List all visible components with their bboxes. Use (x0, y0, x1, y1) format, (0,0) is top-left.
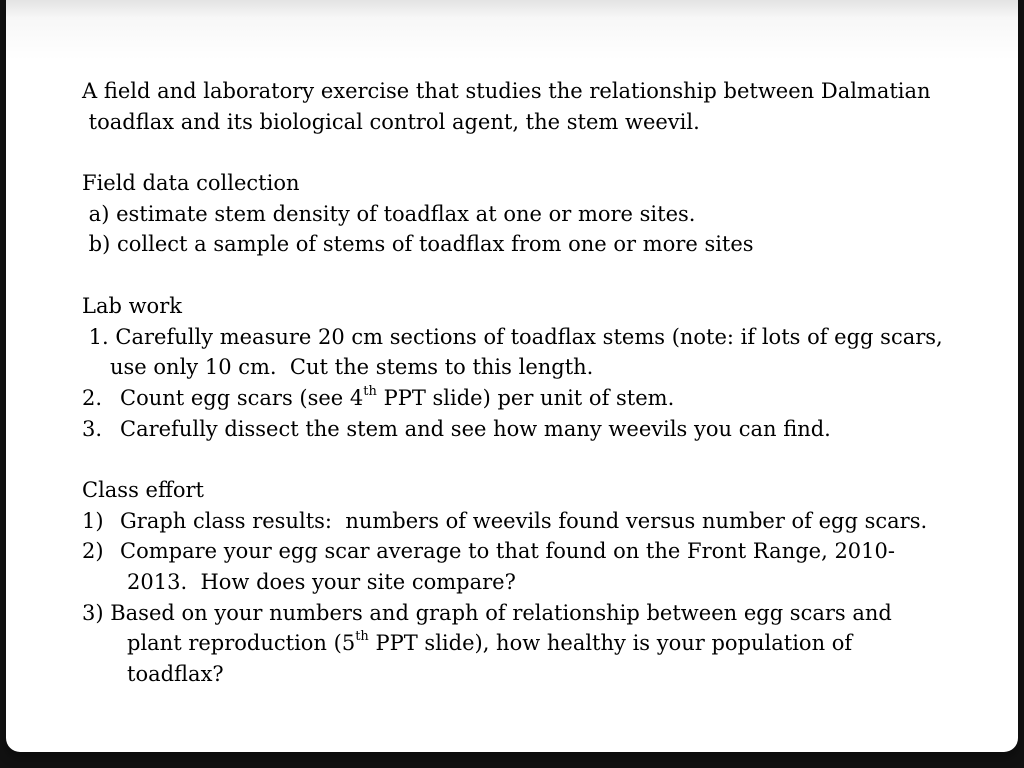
class-item-3-line-2 (82, 628, 982, 659)
lab-item-2-text-pre: Count egg scars (see 4 (120, 385, 364, 410)
class-item-3-superscript: th (355, 629, 369, 645)
intro-line-1: A field and laboratory exercise that studies the relationship between Dalmatian (82, 79, 931, 103)
class-item-1-text: Graph class results: numbers of weevils found versus number of egg scars. (120, 508, 928, 533)
class-item-2 (82, 536, 982, 567)
intro-line-2: toadflax and its biological control agent, the stem weevil. (82, 109, 700, 134)
field-item-b: b) collect a sample of stems of toadflax from one or more sites (82, 232, 754, 257)
spacer (82, 444, 982, 475)
lab-item-2-number: 2. (82, 385, 103, 410)
class-item-3-text-post: PPT slide), how healthy is your population of (368, 631, 853, 656)
lab-item-1-line-1: 1. Carefully measure 20 cm sections of toadflax stems (note: if lots of egg scars, (82, 324, 943, 349)
spacer (82, 260, 982, 291)
class-item-1-number: 1) (82, 508, 104, 533)
class-item-3-text-pre: plant reproduction (5 (127, 631, 356, 656)
spacer (82, 137, 982, 168)
lab-item-2-text (120, 383, 674, 414)
lab-item-2 (82, 383, 982, 414)
class-item-2-number: 2) (82, 539, 104, 564)
class-item-1 (82, 506, 982, 537)
lab-heading: Lab work (82, 293, 182, 318)
lab-item-3 (82, 414, 982, 445)
lab-item-2-text-post: PPT slide) per unit of stem. (376, 385, 675, 410)
class-heading: Class effort (82, 477, 205, 502)
class-item-3-line-1: 3) Based on your numbers and graph of relationship between egg scars and (82, 600, 892, 625)
class-item-2-text-line-1: Compare your egg scar average to that found on the Front Range, 2010- (120, 539, 895, 564)
slide (6, 0, 1018, 752)
field-heading: Field data collection (82, 171, 300, 196)
field-item-a: a) estimate stem density of toadflax at one or more sites. (82, 201, 696, 226)
lab-item-3-text: Carefully dissect the stem and see how many weevils you can find. (120, 416, 831, 441)
lab-item-2-superscript: th (363, 383, 377, 399)
class-item-2-line-2: 2013. How does your site compare? (127, 570, 516, 594)
slide-body (82, 76, 982, 690)
class-item-3-line-3: toadflax? (127, 662, 224, 687)
lab-item-1-line-2: use only 10 cm. Cut the stems to this length. (110, 355, 594, 380)
lab-item-3-number: 3. (82, 416, 103, 441)
